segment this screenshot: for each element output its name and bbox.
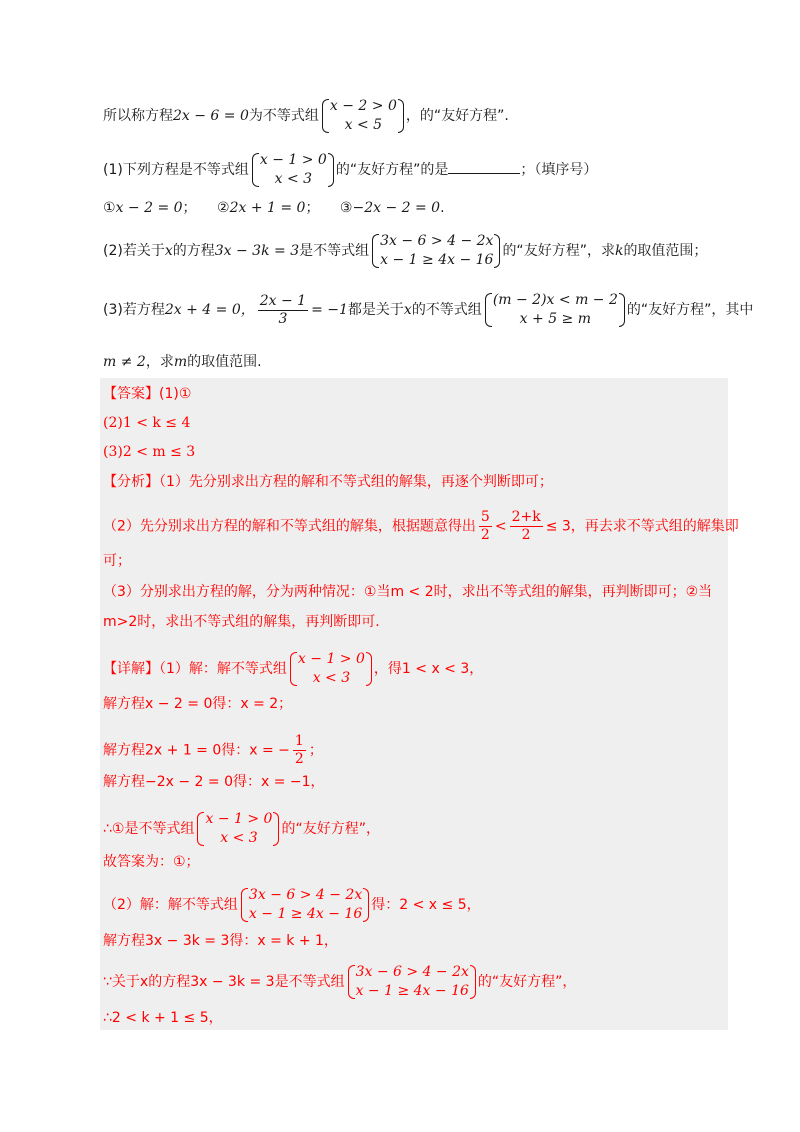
answer-head: 【答案】(1)① (103, 386, 192, 402)
condition: m ≠ 2 (103, 354, 146, 370)
intro-line (103, 97, 730, 135)
system-row: (m − 2)x < m − 2 (492, 292, 618, 308)
question-3-cont (103, 352, 730, 372)
system-row: x − 1 > 0 (205, 811, 273, 827)
variable: m (173, 354, 188, 370)
question-text: 是不等式组 (299, 243, 370, 259)
system-row: 3x − 6 > 4 − 2x (355, 964, 469, 980)
question-text: ，求 (145, 354, 174, 370)
fraction-numerator: 2+k (511, 509, 541, 525)
detail-line-6: 故答案为：①； (103, 854, 200, 870)
variable: x (403, 302, 412, 318)
system-row: x − 1 ≥ 4x − 16 (355, 983, 469, 999)
system-row: x − 2 > 0 (329, 98, 397, 114)
option-marker: ② (217, 200, 230, 216)
question-text: ；（填序号） (520, 162, 598, 178)
fraction-denominator: 3 (278, 310, 288, 327)
system-row: x − 1 > 0 (259, 152, 327, 168)
answer-2: (2)1 < k ≤ 4 (103, 415, 191, 431)
question-text: (3)若方程 (103, 302, 165, 318)
variable: x (164, 243, 173, 259)
option-sep: ； (305, 200, 320, 216)
fraction (510, 509, 543, 544)
analysis-line-2b: 可； (103, 553, 131, 569)
question-2 (103, 232, 730, 270)
question-text: 的方程 (172, 243, 215, 259)
system-row: x < 3 (220, 830, 258, 846)
system-row: x − 1 > 0 (297, 651, 365, 667)
answer-blank[interactable] (448, 159, 520, 174)
option-equation: −2x − 2 = 0 (352, 200, 441, 216)
question-text: 的不等式组 (411, 302, 482, 318)
variable: k (614, 243, 624, 259)
system-row: 3x − 6 > 4 − 2x (380, 233, 494, 249)
system-row: x < 5 (344, 117, 383, 133)
analysis-text: （1）先分别求出方程的解和不等式组的解集，再逐个判断即可； (159, 474, 553, 490)
system-row: x − 1 ≥ 4x − 16 (380, 252, 494, 268)
system-row: x + 5 ≥ m (519, 311, 592, 327)
detail-head: 【详解】 (103, 661, 159, 677)
equation: 3x − 3k = 3 (214, 243, 300, 259)
fraction-denominator: 2 (480, 527, 490, 543)
detail-text: 的“友好方程”， (281, 821, 380, 837)
detail-line-8: 解方程3x − 3k = 3得：x = k + 1， (103, 933, 338, 949)
system-row: x − 1 ≥ 4x − 16 (248, 906, 363, 922)
fraction-numerator: 2x − 1 (259, 292, 307, 309)
fraction (258, 293, 308, 328)
detail-text: （1）解：解不等式组 (159, 661, 287, 677)
detail-text: 的“友好方程”， (477, 974, 577, 990)
question-1 (103, 151, 730, 189)
system-row: x < 3 (312, 670, 351, 686)
question-text: 的取值范围； (623, 243, 708, 259)
intro-equation: 2x − 6 = 0 (173, 108, 249, 124)
fraction (479, 509, 492, 544)
detail-text: ∴①是不等式组 (103, 821, 195, 837)
question-text: 的“友好方程”的是 (335, 162, 449, 178)
analysis-line-1 (103, 472, 730, 492)
intro-text-3: ，的“友好方程”. (405, 108, 509, 124)
inequality-system (240, 886, 369, 924)
question-text: 的取值范围. (187, 354, 262, 370)
detail-text: 解方程2x + 1 = 0得：x = − (103, 742, 290, 759)
detail-line-4: 解方程−2x − 2 = 0得：x = −1， (103, 774, 325, 790)
option-equation: x − 2 = 0 (115, 200, 183, 216)
analysis-line-2 (103, 509, 739, 544)
detail-line-2: 解方程x − 2 = 0得：x = 2； (103, 696, 293, 712)
answer-3: (3)2 < m ≤ 3 (103, 444, 196, 460)
analysis-line-3b: m>2时，求出不等式组的解集，再判断即可. (103, 614, 380, 630)
inequality-system (347, 963, 476, 1001)
question-text: (1)下列方程是不等式组 (103, 162, 249, 178)
option-equation: 2x + 1 = 0 (229, 200, 306, 216)
detail-line-9 (103, 963, 730, 1001)
equation: 2x + 4 = 0， (164, 302, 255, 318)
detail-line-3 (103, 733, 730, 768)
detail-text: （2）解：解不等式组 (103, 897, 238, 913)
fraction-denominator: 2 (521, 527, 531, 543)
inequality-system (321, 97, 404, 135)
inequality-system (289, 650, 372, 688)
intro-text-2: 为不等式组 (248, 108, 319, 124)
symbol: < (494, 518, 507, 535)
question-text: (2)若关于 (103, 243, 165, 259)
question-text: 的“友好方程”，求 (502, 243, 615, 259)
detail-text: 得：2 < x ≤ 5， (371, 897, 481, 913)
detail-text: ，得1 < x < 3， (373, 661, 484, 677)
inequality-system (196, 810, 279, 848)
analysis-text: （2）先分别求出方程的解和不等式组的解集，根据题意得出 (103, 518, 476, 535)
analysis-text: ≤ 3，再去求不等式组的解集即 (545, 518, 739, 535)
fraction-denominator: 2 (294, 751, 304, 767)
analysis-line-3: （3）分别求出方程的解，分为两种情况：①当m < 2时，求出不等式组的解集，再判断即可；②当 (103, 584, 713, 600)
fraction-numerator: 1 (294, 733, 304, 749)
question-1-options (103, 198, 730, 218)
equation: = −1 (311, 302, 348, 318)
inequality-system (371, 232, 500, 270)
fraction-numerator: 5 (480, 509, 490, 525)
fraction (293, 733, 306, 768)
intro-text: 所以称方程 (103, 108, 173, 124)
detail-text: ∵关于x的方程3x − 3k = 3是不等式组 (103, 974, 345, 990)
detail-line-7 (103, 886, 730, 924)
option-marker: ③ (339, 200, 353, 216)
detail-line-5 (103, 810, 730, 848)
detail-line-1 (103, 650, 730, 688)
inequality-system (251, 151, 334, 189)
system-row: 3x − 6 > 4 − 2x (248, 887, 363, 903)
option-sep: . (440, 200, 445, 216)
inequality-system (484, 291, 625, 329)
option-sep: ； (182, 200, 197, 216)
question-text: 都是关于 (347, 302, 404, 318)
detail-text: ； (308, 742, 323, 759)
system-row: x < 3 (274, 171, 313, 187)
option-marker: ① (103, 200, 116, 216)
question-text: 的“友好方程”，其中 (626, 302, 754, 318)
detail-line-10: ∴2 < k + 1 ≤ 5， (103, 1010, 223, 1026)
analysis-head: 【分析】 (103, 474, 159, 490)
question-3 (103, 291, 754, 329)
